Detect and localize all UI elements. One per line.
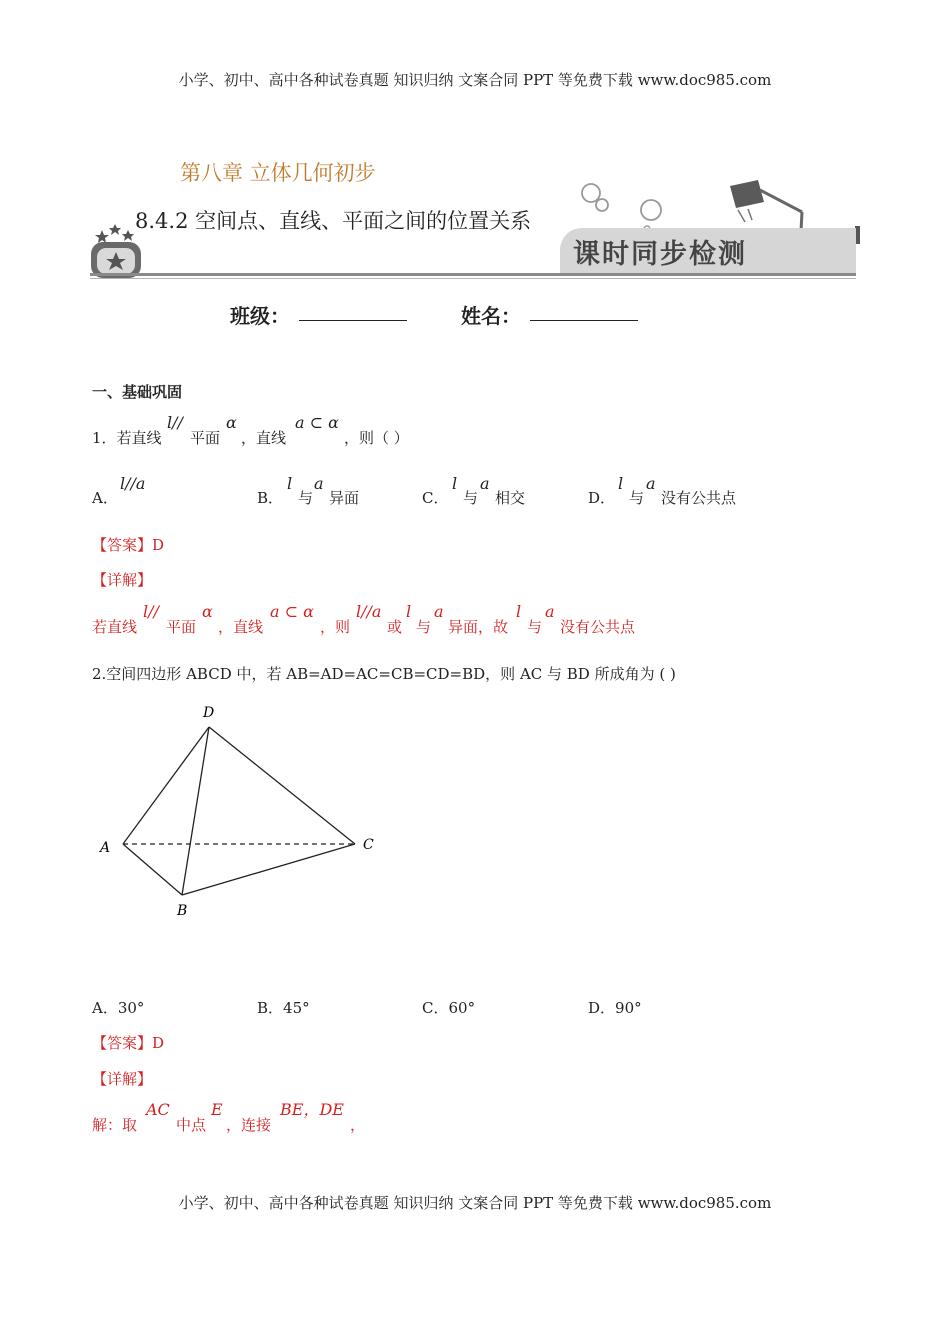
q1-math-a-subset: a ⊂ α (295, 413, 339, 432)
q1-sol-8: 与 (527, 618, 543, 636)
page-footer: 小学、初中、高中各种试卷真题 知识归纳 文案合同 PPT 等免费下载 www.doc985.com (178, 1194, 772, 1212)
q1-option-b-label: B． (257, 489, 284, 507)
q1-sol-math-3: a ⊂ α (270, 602, 314, 621)
q1-option-b-with: 与 (298, 489, 314, 507)
q1-sol-5: 或 (387, 618, 403, 636)
q1-sol-math-5: l (406, 602, 412, 621)
q1-option-d-label: D． (588, 489, 616, 507)
q1-option-c-label: C． (422, 489, 449, 507)
q1-detail-label: 【详解】 (92, 571, 153, 589)
q1-option-d-l: l (618, 474, 624, 493)
q1-option-c-a: a (480, 474, 490, 493)
q1-stem-post: ，则（ ） (344, 429, 409, 447)
q1-stem-pre: 1．若直线 (92, 429, 162, 447)
edge-dc (209, 727, 355, 844)
q1-sol-math-4: l//a (356, 602, 382, 621)
q2-sol-math-3: BE，DE (280, 1100, 344, 1119)
edge-bc (182, 844, 355, 895)
q2-option-c: C．60° (422, 999, 476, 1017)
q2-sol-math-2: E (211, 1100, 223, 1119)
stamp-text: 课时同步检测 (573, 239, 747, 270)
q1-sol-6: 与 (416, 618, 432, 636)
q1-option-d-with: 与 (629, 489, 645, 507)
q1-sol-2: 平面 (166, 618, 197, 636)
q1-stem-line: ，直线 (241, 429, 287, 447)
banner-rule (90, 273, 856, 276)
class-field[interactable] (299, 320, 407, 321)
q2-option-d: D．90° (588, 999, 642, 1017)
vertex-label-b: B (177, 903, 188, 919)
page-header: 小学、初中、高中各种试卷真题 知识归纳 文案合同 PPT 等免费下载 www.doc985.com (178, 71, 772, 89)
q1-sol-4: ，则 (320, 618, 351, 636)
vertex-label-a: A (100, 840, 111, 856)
q1-option-c-l: l (452, 474, 458, 493)
edge-ab (123, 844, 182, 895)
q1-option-a-label: A． (92, 489, 118, 507)
name-field[interactable] (530, 320, 638, 321)
edge-db (182, 727, 209, 895)
q2-answer: 【答案】D (92, 1034, 165, 1052)
q1-stem-plane: 平面 (190, 429, 221, 447)
q1-sol-7: 异面，故 (448, 618, 509, 636)
q1-option-b-text: 异面 (329, 489, 360, 507)
q1-sol-3: ，直线 (218, 618, 264, 636)
bubbles-decoration-icon (575, 175, 665, 235)
name-label: 姓名： (461, 304, 521, 328)
q1-sol-math-7: l (516, 602, 522, 621)
q2-sol-4: ， (350, 1116, 366, 1134)
q1-option-c-text: 相交 (495, 489, 526, 507)
q2-sol-math-1: AC (146, 1100, 170, 1119)
q1-sol-math-6: a (434, 602, 444, 621)
class-label: 班级： (230, 304, 290, 328)
chapter-title: 第八章 立体几何初步 (180, 161, 376, 185)
star-badge-icon (88, 210, 150, 282)
q1-answer: 【答案】D (92, 536, 165, 554)
q1-option-d-a: a (646, 474, 656, 493)
section-title: 8.4.2 空间点、直线、平面之间的位置关系 (135, 209, 532, 233)
q1-sol-9: 没有公共点 (560, 618, 636, 636)
q1-sol-math-8: a (545, 602, 555, 621)
q1-option-a-math: l//a (120, 474, 146, 493)
q1-math-alpha: α (226, 413, 237, 432)
q2-option-b: B．45° (257, 999, 310, 1017)
q2-detail-label: 【详解】 (92, 1070, 153, 1088)
q1-sol-math-2: α (202, 602, 213, 621)
q2-sol-2: 中点 (176, 1116, 207, 1134)
q2-sol-1: 解：取 (92, 1116, 138, 1134)
q1-option-c-with: 与 (463, 489, 479, 507)
q1-option-d-text: 没有公共点 (661, 489, 737, 507)
q1-option-b-l: l (287, 474, 293, 493)
q1-math-l-parallel: l// (167, 413, 183, 432)
tetrahedron-figure (95, 700, 385, 925)
q2-stem: 2.空间四边形 ABCD 中，若 AB=AD=AC=CB=CD=BD，则 AC 与 BD 所成角为 ( ) (92, 665, 676, 683)
part-heading: 一、基础巩固 (92, 383, 183, 401)
q1-sol-1: 若直线 (92, 618, 138, 636)
q1-sol-math-1: l// (143, 602, 159, 621)
q1-option-b-a: a (314, 474, 324, 493)
vertex-label-d: D (203, 705, 215, 721)
q2-option-a: A．30° (92, 999, 145, 1017)
banner-rule-thin (90, 278, 856, 279)
q2-sol-3: ，连接 (226, 1116, 272, 1134)
edge-ad (123, 727, 209, 844)
vertex-label-c: C (363, 837, 374, 853)
